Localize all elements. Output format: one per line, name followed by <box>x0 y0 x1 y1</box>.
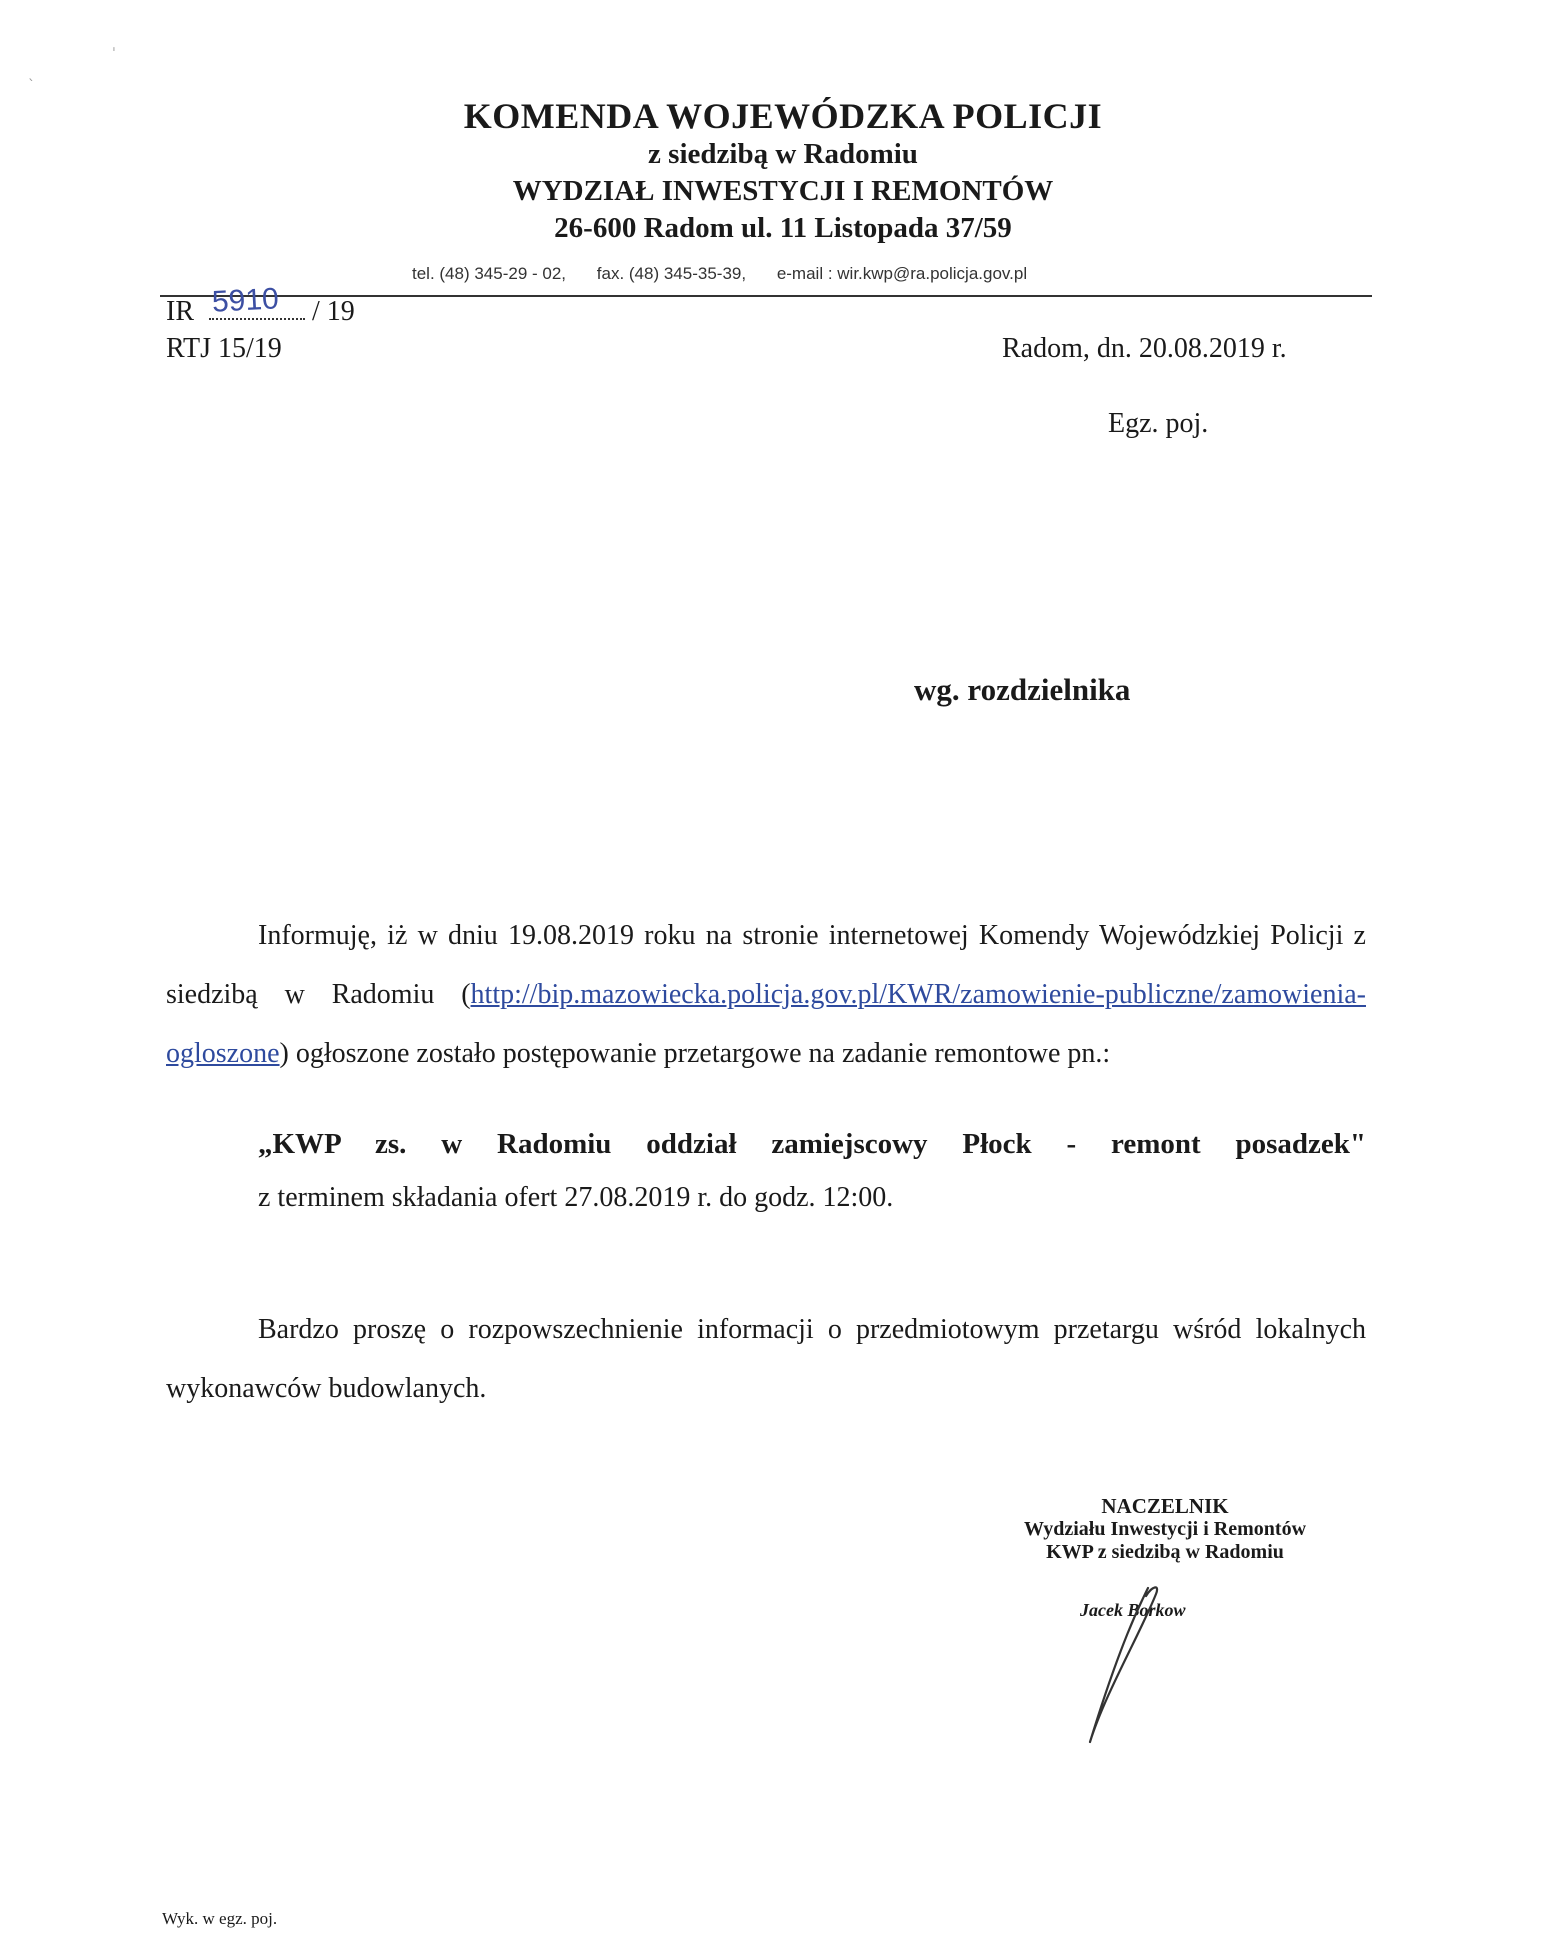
tender-subject: „KWP zs. w Radomiu oddział zamiejscowy Płock - remont posadzek" <box>258 1128 1366 1160</box>
email: e-mail : wir.kwp@ra.policja.gov.pl <box>776 264 1028 283</box>
fax: fax. (48) 345-35-39, <box>596 264 747 283</box>
phone: tel. (48) 345-29 - 02, <box>412 264 567 283</box>
stamp-title: NACZELNIK <box>1101 1494 1229 1518</box>
stamp-department: Wydziału Inwestycji i Remontów <box>1023 1518 1307 1540</box>
department-name: WYDZIAŁ INWESTYCJI I REMONTÓW <box>512 175 1054 207</box>
department-address: 26-600 Radom ul. 11 Listopada 37/59 <box>554 212 1012 244</box>
scan-artifact: ˋ <box>28 78 35 94</box>
org-name: KOMENDA WOJEWÓDZKA POLICJI <box>463 96 1103 136</box>
paragraph-request <box>166 1300 1366 1418</box>
stamp-unit: KWP z siedzibą w Radomiu <box>1046 1541 1284 1563</box>
paragraph-text: Informuję, iż w dniu 19.08.2019 roku na stronie internetowej Komendy Wojewódzkiej Policji z siedzibą w Radomiu ( <box>166 920 1366 1010</box>
letter-date: Radom, dn. 20.08.2019 r. <box>1002 333 1287 364</box>
ir-handwritten-number: 5910 <box>211 282 280 319</box>
handwritten-signature <box>1060 1574 1210 1744</box>
signatory-name: Jacek Borkow <box>1080 1600 1186 1620</box>
paragraph-text: Bardzo proszę o rozpowszechnienie informacji o przedmiotowym przetargu wśród lokalnych wykonawców budowlanych. <box>166 1314 1366 1404</box>
org-seat: z siedzibą w Radomiu <box>648 138 918 170</box>
bip-link[interactable]: http://bip.mazowiecka.policja.gov.pl/KWR/zamowienie-publiczne/zamowienia-ogloszone <box>166 979 1366 1069</box>
ir-suffix: / 19 <box>312 296 355 327</box>
ir-prefix: IR <box>166 296 194 327</box>
contact-line <box>412 264 1053 284</box>
signature-stamp <box>1000 1494 1330 1564</box>
copy-note: Egz. poj. <box>1108 408 1209 439</box>
rtj-reference: RTJ 15/19 <box>166 333 282 364</box>
footer-note: Wyk. w egz. poj. <box>162 1909 278 1928</box>
recipient: wg. rozdzielnika <box>914 672 1131 707</box>
tender-deadline: z terminem składania ofert 27.08.2019 r. do godz. 12:00. <box>258 1182 894 1213</box>
paragraph-text: ) ogłoszone zostało postępowanie przetargowe na zadanie remontowe pn.: <box>279 1038 1111 1069</box>
scan-artifact: ˈ <box>112 46 116 62</box>
paragraph-announcement <box>166 906 1366 1083</box>
ir-reference <box>166 282 355 328</box>
